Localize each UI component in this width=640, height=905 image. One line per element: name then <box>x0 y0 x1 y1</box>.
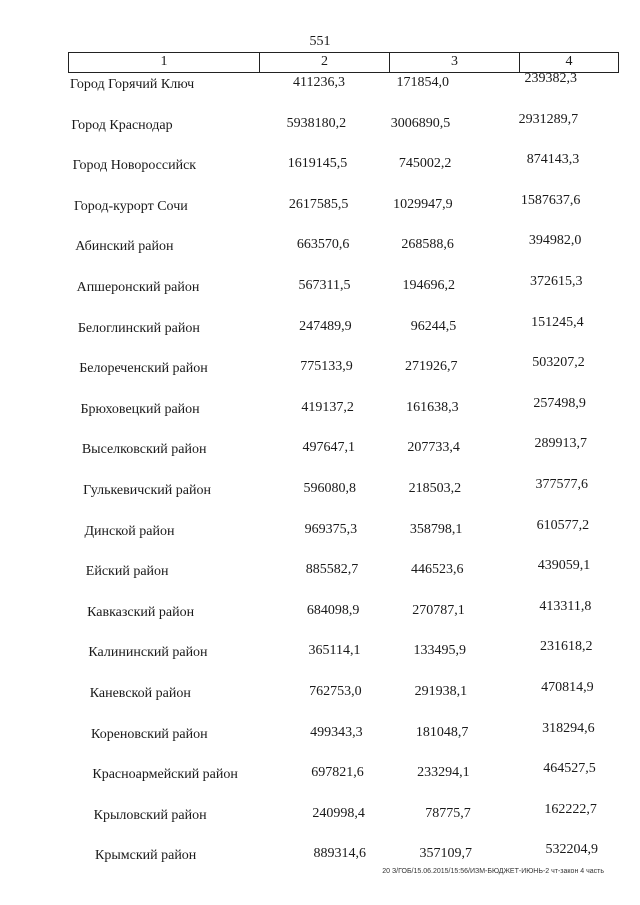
row-name: Апшеронский район <box>76 280 200 295</box>
row-col-2: 684098,9 <box>306 602 360 618</box>
table-row <box>0 842 640 865</box>
row-col-3: 291938,1 <box>414 684 468 699</box>
row-name: Город Краснодар <box>71 117 173 133</box>
row-col-4: 162222,7 <box>544 801 597 817</box>
header-col-2: 2 <box>259 53 389 72</box>
row-col-3: 207733,4 <box>407 440 460 456</box>
row-col-4: 464527,5 <box>543 761 596 777</box>
table-row <box>0 598 640 622</box>
row-col-4: 610577,2 <box>536 517 590 533</box>
row-name: Динской район <box>84 523 175 539</box>
row-col-4: 372615,3 <box>530 274 583 289</box>
row-col-3: 270787,1 <box>412 602 465 618</box>
row-col-4: 1587637,6 <box>520 192 581 208</box>
row-col-3: 171854,0 <box>396 75 449 90</box>
row-col-2: 365114,1 <box>308 643 361 659</box>
row-col-3: 181048,7 <box>415 724 469 740</box>
row-col-3: 96244,5 <box>410 318 457 334</box>
row-col-4: 318294,6 <box>542 720 595 736</box>
table-row <box>0 111 640 135</box>
row-name: Белоглинский район <box>77 320 200 336</box>
table-row <box>0 395 640 419</box>
table-row <box>0 274 640 297</box>
row-col-4: 503207,2 <box>532 355 585 371</box>
row-col-2: 889314,6 <box>313 846 366 862</box>
table-row <box>0 517 640 541</box>
row-col-3: 268588,6 <box>401 237 454 253</box>
row-col-2: 775133,9 <box>300 359 353 375</box>
row-col-3: 133495,9 <box>413 643 466 659</box>
row-name: Город Горячий Ключ <box>70 77 195 92</box>
row-name: Белореченский район <box>79 361 208 377</box>
row-col-3: 357109,7 <box>419 846 472 862</box>
row-name: Крыловский район <box>93 807 207 823</box>
row-col-3: 745002,2 <box>398 156 452 172</box>
row-col-2: 497647,1 <box>302 440 355 456</box>
row-col-3: 358798,1 <box>409 521 463 537</box>
row-col-3: 78775,7 <box>425 805 471 821</box>
row-name: Крымский район <box>95 848 197 864</box>
row-col-4: 439059,1 <box>537 558 591 574</box>
row-col-2: 762753,0 <box>309 684 362 699</box>
table-row <box>0 680 640 703</box>
row-col-4: 532204,9 <box>545 842 598 858</box>
row-name: Брюховецкий район <box>80 401 200 417</box>
row-col-3: 446523,6 <box>411 562 464 578</box>
header-col-4: 4 <box>519 53 618 72</box>
row-col-3: 271926,7 <box>404 359 458 375</box>
table-row <box>0 477 640 500</box>
row-col-3: 233294,1 <box>417 765 470 781</box>
row-col-2: 5938180,2 <box>286 115 347 131</box>
row-col-2: 969375,3 <box>304 521 358 537</box>
row-name: Гулькевичский район <box>83 483 211 498</box>
row-col-2: 499343,3 <box>310 724 363 740</box>
row-col-2: 411236,3 <box>293 75 345 90</box>
page-number: 551 <box>309 34 331 49</box>
row-col-2: 2617585,5 <box>288 196 349 212</box>
table-row <box>0 761 640 784</box>
row-col-3: 1029947,9 <box>393 196 453 212</box>
row-col-3: 3006890,5 <box>390 115 451 131</box>
row-col-4: 289913,7 <box>534 436 587 452</box>
row-col-2: 697821,6 <box>311 765 364 781</box>
header-col-1: 1 <box>160 54 168 69</box>
row-name: Абинский район <box>75 239 174 255</box>
table-row <box>0 801 640 825</box>
row-col-3: 218503,2 <box>408 481 462 496</box>
row-name: Город Новороссийск <box>72 158 197 174</box>
row-name: Город-курорт Сочи <box>73 198 188 214</box>
table-row <box>0 558 640 581</box>
row-col-4: 413311,8 <box>539 598 592 614</box>
row-name: Кавказский район <box>87 604 195 620</box>
row-name: Кореновский район <box>91 726 208 742</box>
row-col-4: 874143,3 <box>526 152 580 168</box>
row-col-4: 151245,4 <box>531 314 584 330</box>
table-row <box>0 152 640 175</box>
table-row <box>0 436 640 459</box>
table-row <box>0 355 640 378</box>
row-col-3: 161638,3 <box>406 399 459 415</box>
table-row <box>0 720 640 744</box>
row-col-2: 247489,9 <box>299 318 352 334</box>
row-name: Ейский район <box>85 564 169 580</box>
row-col-4: 257498,9 <box>533 395 586 411</box>
table-row <box>0 639 640 662</box>
row-col-2: 885582,7 <box>305 562 359 578</box>
row-name: Каневской район <box>89 686 191 701</box>
row-col-3: 194696,2 <box>402 278 456 293</box>
table-row <box>0 314 640 338</box>
row-col-4: 231618,2 <box>539 639 593 655</box>
footer-code: 20 З/ГОБ/15.06.2015/15:56/ИЗМ-БЮДЖЕТ-ИЮНЬ-2 чт-закон 4 часть <box>382 868 604 875</box>
row-name: Выселковский район <box>81 442 207 458</box>
row-col-4: 2931289,7 <box>518 111 579 127</box>
row-name: Калининский район <box>88 645 208 661</box>
row-name: Красноармейский район <box>92 767 238 783</box>
row-col-4: 239382,3 <box>524 71 577 86</box>
row-col-2: 663570,6 <box>296 237 350 253</box>
row-col-2: 419137,2 <box>301 399 354 415</box>
row-col-2: 1619145,5 <box>287 156 348 172</box>
row-col-4: 470814,9 <box>541 680 594 695</box>
table-row <box>0 71 640 94</box>
header-col-3: 3 <box>389 53 519 72</box>
row-col-4: 377577,6 <box>535 477 589 492</box>
row-col-2: 596080,8 <box>303 481 357 496</box>
table-row <box>0 192 640 216</box>
row-col-4: 394982,0 <box>528 233 582 249</box>
table-row <box>0 233 640 256</box>
row-col-2: 567311,5 <box>298 278 351 293</box>
row-col-2: 240998,4 <box>312 805 365 821</box>
